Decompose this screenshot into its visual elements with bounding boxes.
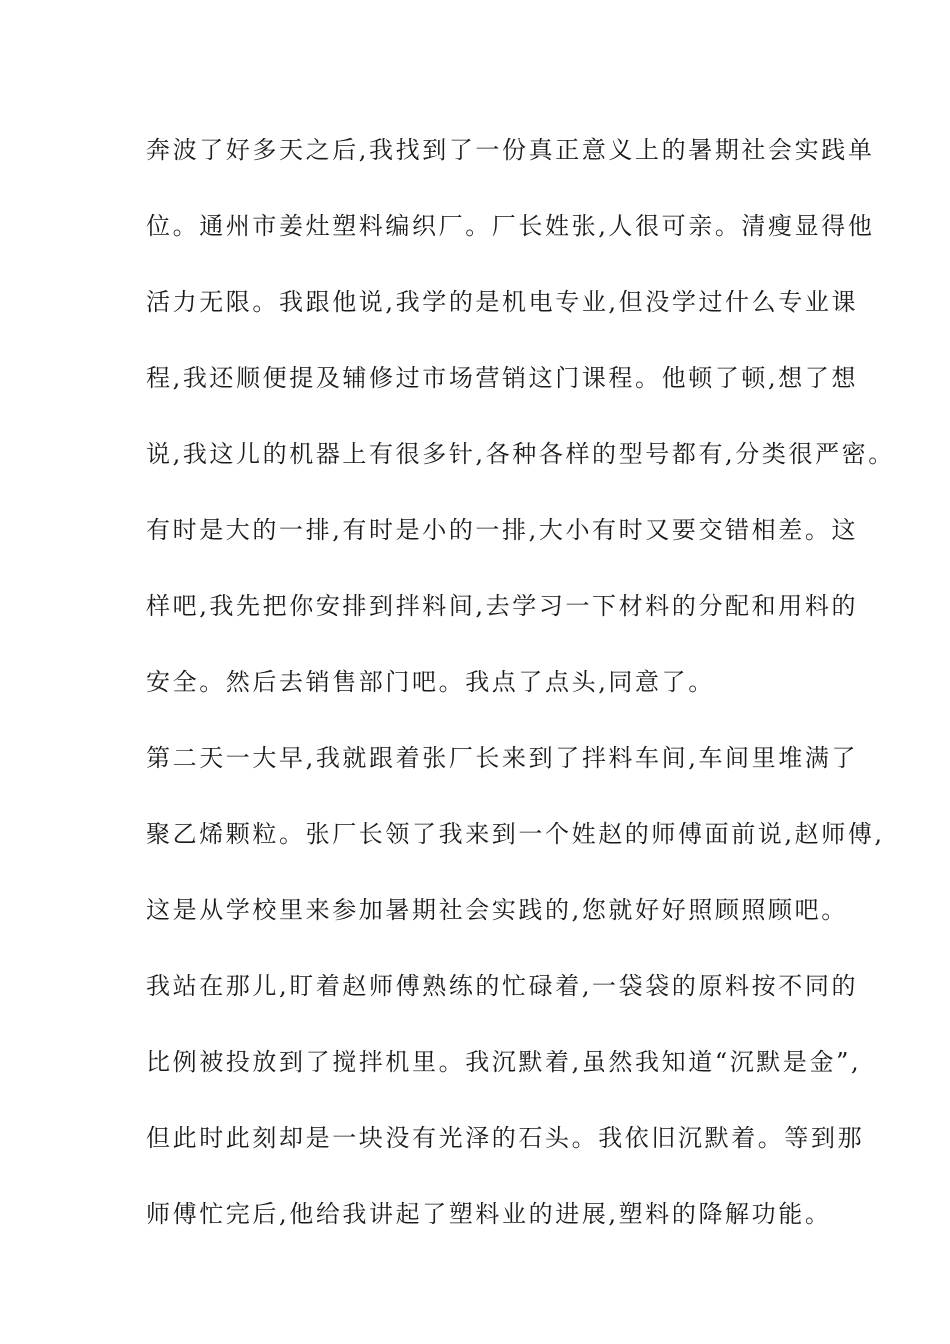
text-line: 活力无限。我跟他说,我学的是机电专业,但没学过什么专业课 xyxy=(146,288,859,316)
body-text xyxy=(146,122,895,1262)
text-line: 第二天一大早,我就跟着张厂长来到了拌料车间,车间里堆满了 xyxy=(146,744,859,772)
text-line: 师傅忙完后,他给我讲起了塑料业的进展,塑料的降解功能。 xyxy=(146,1200,832,1228)
text-line: 样吧,我先把你安排到拌料间,去学习一下材料的分配和用料的 xyxy=(146,592,859,620)
text-line: 奔波了好多天之后,我找到了一份真正意义上的暑期社会实践单 xyxy=(146,136,875,164)
text-line: 程,我还顺便提及辅修过市场营销这门课程。他顿了顿,想了想 xyxy=(146,364,859,392)
text-line: 聚乙烯颗粒。张厂长领了我来到一个姓赵的师傅面前说,赵师傅, xyxy=(146,820,885,848)
text-line: 有时是大的一排,有时是小的一排,大小有时又要交错相差。这 xyxy=(146,516,859,544)
text-line: 我站在那儿,盯着赵师傅熟练的忙碌着,一袋袋的原料按不同的 xyxy=(146,972,859,1000)
text-line: 这是从学校里来参加暑期社会实践的,您就好好照顾照顾吧。 xyxy=(146,896,848,924)
text-line: 但此时此刻却是一块没有光泽的石头。我依旧沉默着。等到那 xyxy=(146,1124,865,1152)
text-line: 位。通州市姜灶塑料编织厂。厂长姓张,人很可亲。清瘦显得他 xyxy=(146,212,875,240)
text-line: 安全。然后去销售部门吧。我点了点头,同意了。 xyxy=(146,668,715,696)
text-line: 比例被投放到了搅拌机里。我沉默着,虽然我知道“沉默是金”, xyxy=(146,1048,862,1076)
text-line: 说,我这儿的机器上有很多针,各种各样的型号都有,分类很严密。 xyxy=(146,440,895,468)
